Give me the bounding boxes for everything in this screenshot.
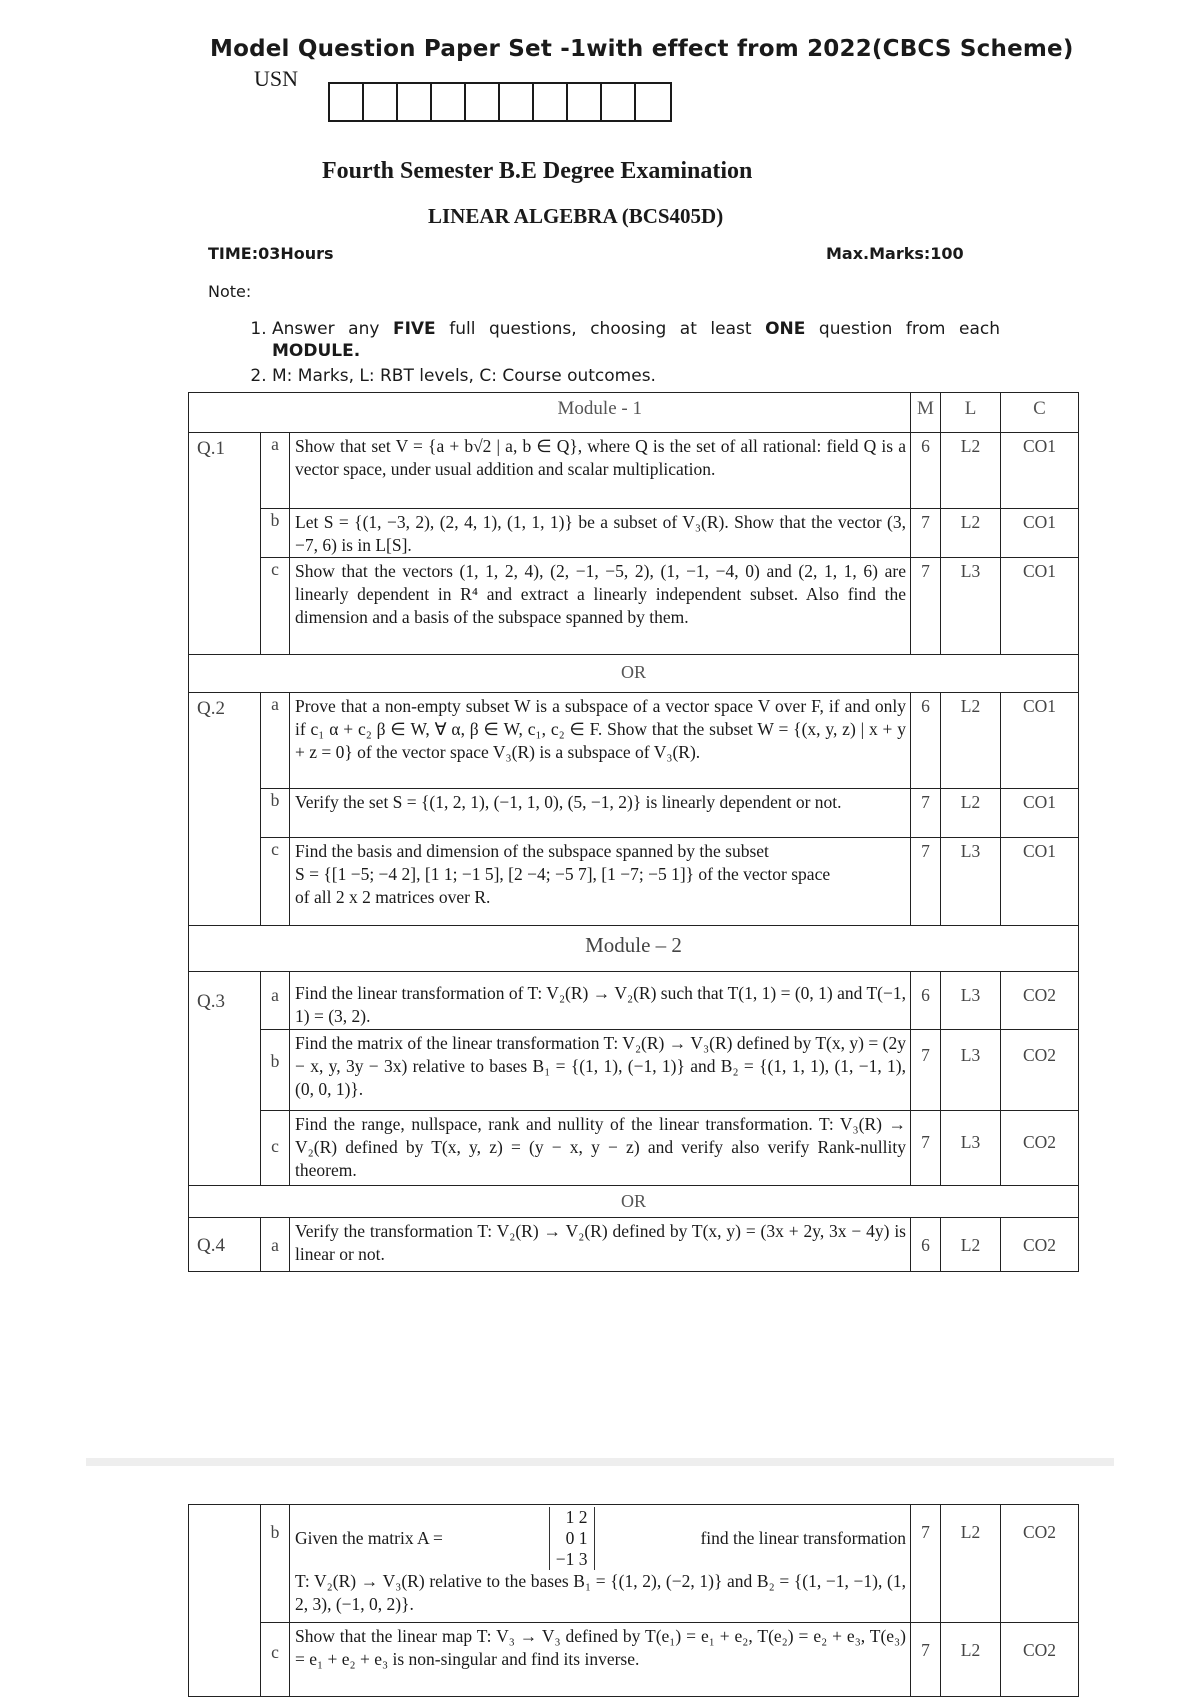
table-row — [189, 433, 1079, 509]
marks-value: 6 — [911, 433, 941, 509]
table-header-row — [189, 393, 1079, 433]
co-value: CO1 — [1001, 838, 1079, 926]
usn-box[interactable] — [330, 84, 364, 120]
page-separator — [86, 1458, 1114, 1466]
module-1-heading: Module - 1 — [290, 393, 911, 433]
matrix-row: 1 2 — [565, 1507, 588, 1527]
question-number: Q.3 — [189, 972, 261, 1186]
table-row — [189, 558, 1079, 655]
marks-value: 7 — [911, 509, 941, 558]
level-value: L2 — [941, 433, 1001, 509]
co-value: CO1 — [1001, 433, 1079, 509]
co-value: CO1 — [1001, 509, 1079, 558]
level-value: L2 — [941, 693, 1001, 789]
subject-title: LINEAR ALGEBRA (BCS405D) — [428, 204, 724, 228]
question-number — [189, 1505, 261, 1697]
module-2-heading: Module – 2 — [189, 926, 1079, 972]
marks-value: 7 — [911, 789, 941, 838]
question-text-line: find the linear transformation — [700, 1528, 906, 1548]
sub-question-label: c — [261, 558, 290, 655]
marks-value: 6 — [911, 693, 941, 789]
level-value: L2 — [941, 1505, 1001, 1623]
usn-box[interactable] — [364, 84, 398, 120]
question-number: Q.2 — [189, 693, 261, 926]
question-text-line: Given the matrix A = — [295, 1528, 443, 1548]
matrix-row: −1 3 — [555, 1549, 588, 1569]
sub-question-label: c — [261, 1111, 290, 1186]
time-label: TIME:03Hours — [208, 244, 334, 263]
sub-question-label: a — [261, 972, 290, 1030]
co-value: CO2 — [1001, 1623, 1079, 1697]
or-divider: OR — [189, 1186, 1079, 1218]
semester-title: Fourth Semester B.E Degree Examination — [322, 158, 753, 184]
table-row — [189, 1218, 1079, 1272]
sub-question-label: a — [261, 693, 290, 789]
matrix-set-expression: S = {[1 −5; −4 2], [1 1; −1 5], [2 −4; −5 7], [1 −7; −5 1]} of the vector space — [295, 864, 831, 884]
question-text: Prove that a non-empty subset W is a subspace of a vector space V over F, if and only if c₁ α + c₂ β ∈ W, ∀ α, β ∈ W, c₁, c₂ ∈ F. Show that the subset W = {(x, y, z) | x + y + z = 0} of the vector space V₃(R) is a subspace of V₃(R). — [290, 693, 911, 789]
question-text: Verify the set S = {(1, 2, 1), (−1, 1, 0), (5, −1, 2)} is linearly dependent or not. — [290, 789, 911, 838]
marks-value: 7 — [911, 558, 941, 655]
sub-question-label: b — [261, 1030, 290, 1111]
question-text: Verify the transformation T: V₂(R) → V₂(R) defined by T(x, y) = (3x + 2y, 3x − 4y) is linear or not. — [290, 1218, 911, 1272]
question-table-page-2 — [188, 1504, 1079, 1697]
co-value: CO2 — [1001, 1111, 1079, 1186]
question-text: Let S = {(1, −3, 2), (2, 4, 1), (1, 1, 1)} be a subset of V₃(R). Show that the vector (3, −7, 6) is in L[S]. — [290, 509, 911, 558]
level-value: L2 — [941, 509, 1001, 558]
table-row — [189, 838, 1079, 926]
table-row — [189, 1505, 1079, 1623]
paper-title: Model Question Paper Set -1with effect from 2022(CBCS Scheme) — [210, 36, 1074, 62]
col-level-header: L — [941, 393, 1001, 433]
sub-question-label: b — [261, 789, 290, 838]
marks-value: 7 — [911, 838, 941, 926]
question-text-line: of all 2 x 2 matrices over R. — [295, 887, 491, 907]
question-text: Find the range, nullspace, rank and nullity of the linear transformation. T: V₃(R) → V₂(R) defined by T(x, y, z) = (y − x, y − z) and verify also verify Rank-nullity theorem. — [290, 1111, 911, 1186]
usn-label: USN — [254, 66, 299, 91]
max-marks-label: Max.Marks:100 — [826, 244, 964, 263]
note-label: Note: — [208, 282, 252, 301]
sub-question-label: a — [261, 433, 290, 509]
sub-question-label: a — [261, 1218, 290, 1272]
level-value: L2 — [941, 1623, 1001, 1697]
table-row — [189, 1623, 1079, 1697]
question-text: Find the matrix of the linear transformation T: V₂(R) → V₃(R) defined by T(x, y) = (2y − x, y, 3y − 3x) relative to bases B₁ = {(1, 1), (−1, 1)} and B₂ = {(1, 1, 1), (1, −1, 1), (0, 0, 1)}. — [290, 1030, 911, 1111]
matrix-a — [549, 1507, 595, 1570]
question-text — [290, 838, 911, 926]
question-table — [188, 392, 1079, 1272]
level-value: L2 — [941, 1218, 1001, 1272]
table-row — [189, 509, 1079, 558]
col-co-header: C — [1001, 393, 1079, 433]
co-value: CO2 — [1001, 1030, 1079, 1111]
question-number: Q.1 — [189, 433, 261, 655]
table-row — [189, 789, 1079, 838]
question-text-line: T: V₂(R) → V₃(R) relative to the bases B₁ = {(1, 2), (−2, 1)} and B₂ = {(1, −1, −1), (1, 2, 3), (−1, 0, 2)}. — [295, 1571, 906, 1614]
col-marks-header: M — [911, 393, 941, 433]
usn-box[interactable] — [636, 84, 670, 120]
table-row — [189, 1111, 1079, 1186]
co-value: CO1 — [1001, 558, 1079, 655]
usn-box[interactable] — [432, 84, 466, 120]
marks-value: 7 — [911, 1111, 941, 1186]
marks-value: 7 — [911, 1623, 941, 1697]
marks-value: 6 — [911, 972, 941, 1030]
question-text: Show that the linear map T: V₃ → V₃ defined by T(e₁) = e₁ + e₂, T(e₂) = e₂ + e₃, T(e₃) = e₁ + e₂ + e₃ is non-singular and find its inverse. — [290, 1623, 911, 1697]
level-value: L2 — [941, 789, 1001, 838]
module-2-row — [189, 926, 1079, 972]
or-row — [189, 655, 1079, 693]
co-value: CO1 — [1001, 789, 1079, 838]
usn-input-boxes[interactable] — [328, 82, 672, 122]
note-item-1: 1. Answer any FIVE full questions, choosing at least ONE question from each MODULE. — [272, 318, 1000, 362]
note-item-2: 2. M: Marks, L: RBT levels, C: Course outcomes. — [272, 365, 1000, 387]
sub-question-label: b — [261, 509, 290, 558]
note-list — [240, 318, 1000, 390]
marks-value: 7 — [911, 1030, 941, 1111]
co-value: CO1 — [1001, 693, 1079, 789]
or-divider: OR — [189, 655, 1079, 693]
level-value: L3 — [941, 558, 1001, 655]
usn-box[interactable] — [500, 84, 534, 120]
sub-question-label: b — [261, 1505, 290, 1623]
question-text — [290, 1505, 911, 1623]
marks-value: 6 — [911, 1218, 941, 1272]
usn-box[interactable] — [602, 84, 636, 120]
question-text-line: Find the basis and dimension of the subspace spanned by the subset — [295, 841, 769, 861]
level-value: L3 — [941, 1030, 1001, 1111]
question-number: Q.4 — [189, 1218, 261, 1272]
usn-box[interactable] — [398, 84, 432, 120]
usn-box[interactable] — [568, 84, 602, 120]
co-value: CO2 — [1001, 1505, 1079, 1623]
or-row — [189, 1186, 1079, 1218]
usn-box[interactable] — [534, 84, 568, 120]
question-text: Find the linear transformation of T: V₂(R) → V₂(R) such that T(1, 1) = (0, 1) and T(−1, 1) = (3, 2). — [290, 972, 911, 1030]
table-row — [189, 972, 1079, 1030]
question-text: Show that the vectors (1, 1, 2, 4), (2, −1, −5, 2), (1, −1, −4, 0) and (2, 1, 1, 6) are linearly dependent in R⁴ and extract a linearly independent subset. Also find the dimension and a basis of the subspace spanned by them. — [290, 558, 911, 655]
co-value: CO2 — [1001, 972, 1079, 1030]
sub-question-label: c — [261, 1623, 290, 1697]
question-text: Show that set V = {a + b√2 | a, b ∈ Q}, where Q is the set of all rational: field Q is a vector space, under usual addition and scalar multiplication. — [290, 433, 911, 509]
co-value: CO2 — [1001, 1218, 1079, 1272]
table-row — [189, 693, 1079, 789]
marks-value: 7 — [911, 1505, 941, 1623]
matrix-row: 0 1 — [565, 1528, 588, 1548]
table-row — [189, 1030, 1079, 1111]
level-value: L3 — [941, 838, 1001, 926]
sub-question-label: c — [261, 838, 290, 926]
level-value: L3 — [941, 972, 1001, 1030]
usn-box[interactable] — [466, 84, 500, 120]
level-value: L3 — [941, 1111, 1001, 1186]
